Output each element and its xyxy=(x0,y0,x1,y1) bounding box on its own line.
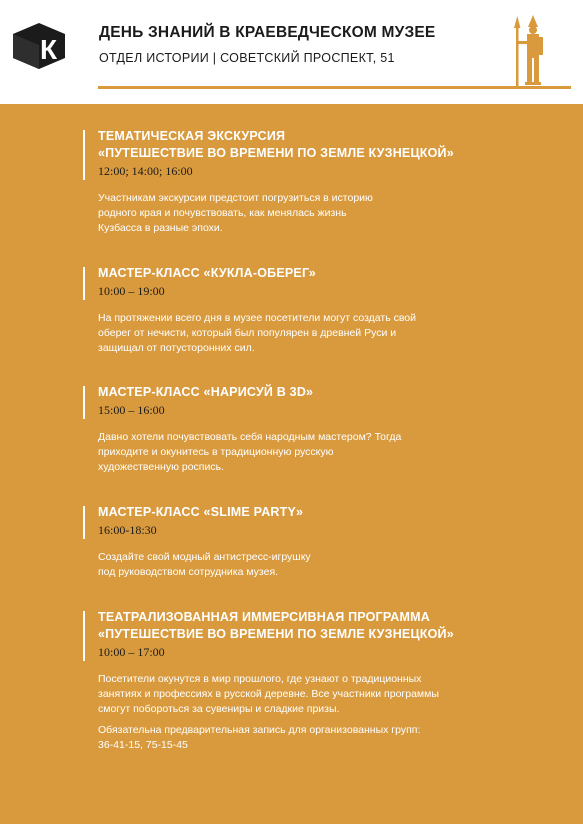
event-time: 10:00 – 19:00 xyxy=(98,284,165,298)
event-3d-workshop xyxy=(83,384,553,475)
logo-letter: К xyxy=(40,34,58,65)
events-panel xyxy=(0,104,583,824)
event-description xyxy=(98,672,553,717)
event-description xyxy=(98,550,553,580)
event-description-line: Давно хотели почувствовать себя народным мастером? Тогда xyxy=(98,431,402,443)
event-title xyxy=(98,609,553,643)
registration-note-line: Обязательна предварительная запись для организованных групп: xyxy=(98,724,421,736)
event-title xyxy=(98,265,553,282)
event-title xyxy=(98,384,553,401)
event-description-line: родного края и почувствовать, как менялась жизнь xyxy=(98,207,347,219)
event-title xyxy=(98,128,553,162)
event-description xyxy=(98,311,553,356)
event-time: 10:00 – 17:00 xyxy=(98,645,165,659)
event-excursion xyxy=(83,128,553,236)
event-accent-bar xyxy=(83,506,85,539)
event-description-line: Участникам экскурсии предстоит погрузиться в историю xyxy=(98,192,373,204)
event-description-line: Создайте свой модный антистресс-игрушку xyxy=(98,551,311,563)
event-accent-bar xyxy=(83,267,85,300)
event-doll-workshop xyxy=(83,265,553,356)
event-description-line: занятиях и профессиях в русской деревне. Все участники программы xyxy=(98,688,439,700)
event-description-line: под руководством сотрудника музея. xyxy=(98,566,279,578)
event-accent-bar xyxy=(83,611,85,661)
event-description-line: Посетители окунутся в мир прошлого, где узнают о традиционных xyxy=(98,673,422,685)
registration-phones: 36-41-15, 75-15-45 xyxy=(98,739,188,751)
event-description-line: Кузбасса в разные эпохи. xyxy=(98,222,223,234)
event-title-line: ТЕАТРАЛИЗОВАННАЯ ИММЕРСИВНАЯ ПРОГРАММА xyxy=(98,610,430,624)
museum-logo-cube-icon xyxy=(13,23,65,69)
event-title-line: «ПУТЕШЕСТВИЕ ВО ВРЕМЕНИ ПО ЗЕМЛЕ КУЗНЕЦКОЙ» xyxy=(98,146,454,160)
event-title-line: МАСТЕР-КЛАСС «SLIME PARTY» xyxy=(98,505,304,519)
event-time: 12:00; 14:00; 16:00 xyxy=(98,164,193,178)
page-title: ДЕНЬ ЗНАНИЙ В КРАЕВЕДЧЕСКОМ МУЗЕЕ xyxy=(99,24,436,41)
event-description xyxy=(98,430,553,475)
event-title-line: МАСТЕР-КЛАСС «НАРИСУЙ В 3D» xyxy=(98,385,314,399)
event-description-line: защищал от потусторонних сил. xyxy=(98,342,255,354)
event-description-line: оберег от нечисти, который был популярен в древней Руси и xyxy=(98,327,397,339)
event-title-line: ТЕМАТИЧЕСКАЯ ЭКСКУРСИЯ xyxy=(98,129,286,143)
event-theatrical-program xyxy=(83,609,553,717)
event-description xyxy=(98,191,553,236)
event-description-line: На протяжении всего дня в музее посетители могут создать свой xyxy=(98,312,417,324)
header xyxy=(0,0,583,90)
event-title-line: МАСТЕР-КЛАСС «КУКЛА-ОБЕРЕГ» xyxy=(98,266,316,280)
event-accent-bar xyxy=(83,386,85,419)
event-description-line: приходите и окунитесь в традиционную русскую xyxy=(98,446,334,458)
event-slime-workshop xyxy=(83,504,553,580)
event-time: 16:00-18:30 xyxy=(98,523,157,537)
warrior-figure-icon xyxy=(513,14,547,86)
event-time: 15:00 – 16:00 xyxy=(98,403,165,417)
event-title xyxy=(98,504,553,521)
event-accent-bar xyxy=(83,130,85,180)
event-description-line: смогут побороться за сувениры и сладкие призы. xyxy=(98,703,340,715)
header-divider xyxy=(98,86,571,89)
event-title-line: «ПУТЕШЕСТВИЕ ВО ВРЕМЕНИ ПО ЗЕМЛЕ КУЗНЕЦКОЙ» xyxy=(98,627,454,641)
page-subtitle: ОТДЕЛ ИСТОРИИ | СОВЕТСКИЙ ПРОСПЕКТ, 51 xyxy=(99,51,395,65)
event-description-line: художественную роспись. xyxy=(98,461,224,473)
registration-note xyxy=(98,723,420,753)
